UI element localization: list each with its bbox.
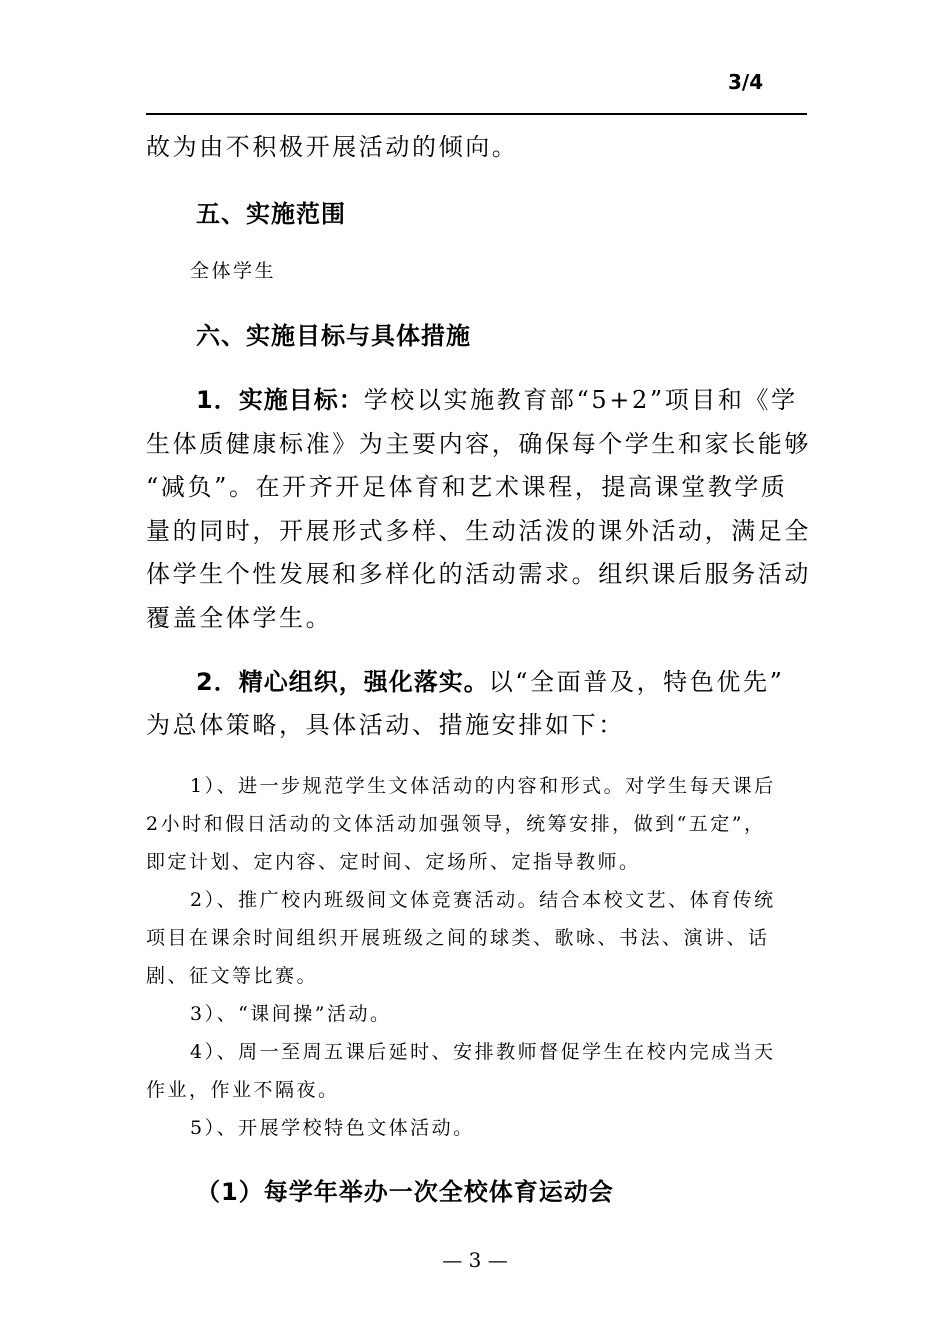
paragraph-1-first-line: [196, 380, 798, 415]
text-line: 生体质健康标准》为主要内容，确保每个学生和家长能够: [146, 430, 811, 458]
text-line: 故为由不积极开展活动的倾向。: [146, 133, 519, 161]
text-line: 为总体策略，具体活动、措施安排如下：: [146, 711, 625, 739]
paragraph-2-text: 以“全面普及，特色优先”: [488, 668, 785, 696]
subheading-1: （1）每学年举办一次全校体育运动会: [196, 1178, 614, 1206]
paragraph-2-lead: 2．精心组织，强化落实。: [196, 668, 489, 696]
header-rule: [146, 113, 807, 115]
list-item-1: 1）、进一步规范学生文体活动的内容和形式。对学生每天课后: [190, 775, 776, 797]
paragraph-1-text: 学校以实施教育部“5+2”项目和《学: [363, 386, 798, 414]
text-line: 即定计划、定内容、定时间、定场所、定指导教师。: [146, 851, 641, 873]
list-item-3: 3）、“课间操”活动。: [190, 1003, 392, 1025]
text-line: 剧、征文等比赛。: [146, 965, 319, 987]
text-line: 覆盖全体学生。: [146, 604, 333, 632]
list-item-5: 5）、开展学校特色文体活动。: [190, 1117, 475, 1139]
text-line: 全体学生: [190, 260, 277, 282]
page-count: 3/4: [728, 70, 764, 94]
list-item-2: 2）、推广校内班级间文体竞赛活动。结合本校文艺、体育传统: [190, 889, 776, 911]
text-line: 作业，作业不隔夜。: [146, 1079, 340, 1101]
section-heading-6: 六、实施目标与具体措施: [196, 322, 471, 350]
section-heading-5: 五、实施范围: [196, 200, 346, 228]
page-footer: — 3 —: [442, 1248, 508, 1272]
paragraph-2-first-line: [196, 662, 784, 697]
text-line: 项目在课余时间组织开展班级之间的球类、歌咏、书法、演讲、话: [146, 927, 770, 949]
text-line: 2小时和假日活动的文体活动加强领导，统筹安排，做到“五定”，: [146, 813, 766, 835]
list-item-4: 4）、周一至周五课后延时、安排教师督促学生在校内完成当天: [190, 1041, 776, 1063]
paragraph-1-lead: 1．实施目标：: [196, 386, 364, 414]
text-line: 量的同时，开展形式多样、生动活泼的课外活动，满足全: [146, 517, 811, 545]
text-line: 体学生个性发展和多样化的活动需求。组织课后服务活动: [146, 560, 811, 588]
text-line: “减负”。在开齐开足体育和艺术课程，提高课堂教学质: [146, 473, 788, 501]
